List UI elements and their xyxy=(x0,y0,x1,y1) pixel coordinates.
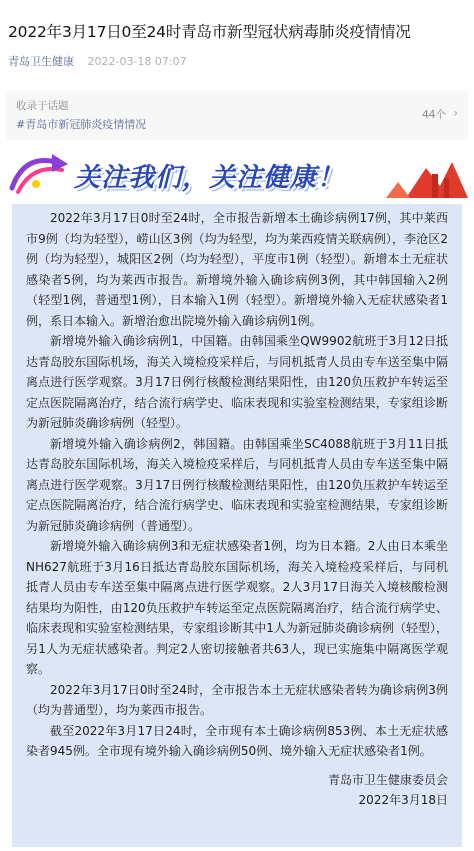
banner-image xyxy=(6,148,468,200)
topic-collection-card[interactable] xyxy=(6,90,468,140)
article-meta xyxy=(8,53,187,69)
account-name-link[interactable]: 青岛卫生健康 xyxy=(8,55,74,68)
body-paragraph: 截至2022年3月17日24时，全市现有本土确诊病例853例、本土无症状感染者945例。全市现有境外输入确诊病例50例、境外输入无症状感染者1例。 xyxy=(26,723,448,758)
chevron-right-icon: › xyxy=(453,106,458,120)
spacer xyxy=(26,762,448,770)
banner-slogan: 关注我们，关注健康！ xyxy=(74,163,345,193)
body-paragraph: 新增境外输入确诊病例3和无症状感染者1例，均为日本籍。2人由日本乘坐NH627航班于3月16日抵达青岛胶东国际机场，海关入境检疫采样后，与同机抵青人员由专车送至集中隔离点进行医学观察。2人3月17日海关入境核酸检测结果均为阳性，由120负压救护车转运至定点医院隔离治疗，结合流行病学史、临床表现和实验室检测结果，专家组诊断其中1人为新冠肺炎确诊病例（轻型），另1人为无症状感染者。判定2人密切接触者共63人，现已实施集中隔离医学观察。 xyxy=(26,539,448,676)
signature-org: 青岛市卫生健康委员会 xyxy=(327,772,448,787)
topic-tag-link[interactable]: #青岛市新冠肺炎疫情情况 xyxy=(16,118,147,131)
topic-collection-label: 收录于话题 xyxy=(16,100,69,112)
body-paragraph: 2022年3月17日0时至24时，全市报告新增本土确诊病例17例，其中莱西市9例（均为轻型），崂山区3例（均为轻型，均为莱西疫情关联病例），李沧区2例（均为轻型），城阳区2例（均为轻型），平度市1例（轻型）。新增本土无症状感染者5例，均为莱西市报告。新增境外输入确诊病例3例，其中韩国输入2例（轻型1例，普通型1例），日本输入1例（轻型）。新增境外输入无症状感染者1例，系日本输入。新增治愈出院境外输入确诊病例1例。 xyxy=(26,211,448,328)
body-paragraph: 新增境外输入确诊病例2，韩国籍。由韩国乘坐SC4088航班于3月11日抵达青岛胶东国际机场，海关入境检疫采样后，与同机抵青人员由专车送至集中隔离点进行医学观察。3月17日例行核酸检测结果阳性，由120负压救护车转运至定点医院隔离治疗，结合流行病学史、临床表现和实验室检测结果，专家组诊断为新冠肺炎确诊病例（普通型）。 xyxy=(26,436,448,533)
publish-date: 2022-03-18 07:07 xyxy=(87,55,187,68)
body-paragraph: 2022年3月17日0时至24时，全市报告本土无症状感染者转为确诊病例3例（均为普通型），均为莱西市报告。 xyxy=(26,682,448,717)
notice-body xyxy=(12,204,462,847)
topic-count: 44个 xyxy=(422,109,446,121)
article-title: 2022年3月17日0至24时青岛市新型冠状病毒肺炎疫情情况 xyxy=(8,23,411,41)
signature-date: 2022年3月18日 xyxy=(358,793,448,807)
body-paragraph: 新增境外输入确诊病例1，中国籍。由韩国乘坐QW9902航班于3月12日抵达青岛胶东国际机场，海关入境检疫采样后，与同机抵青人员由专车送至集中隔离点进行医学观察。3月17日例行核酸检测结果阳性，由120负压救护车转运至定点医院隔离治疗，结合流行病学史、临床表现和实验室检测结果，专家组诊断为新冠肺炎确诊病例（轻型）。 xyxy=(26,334,448,430)
